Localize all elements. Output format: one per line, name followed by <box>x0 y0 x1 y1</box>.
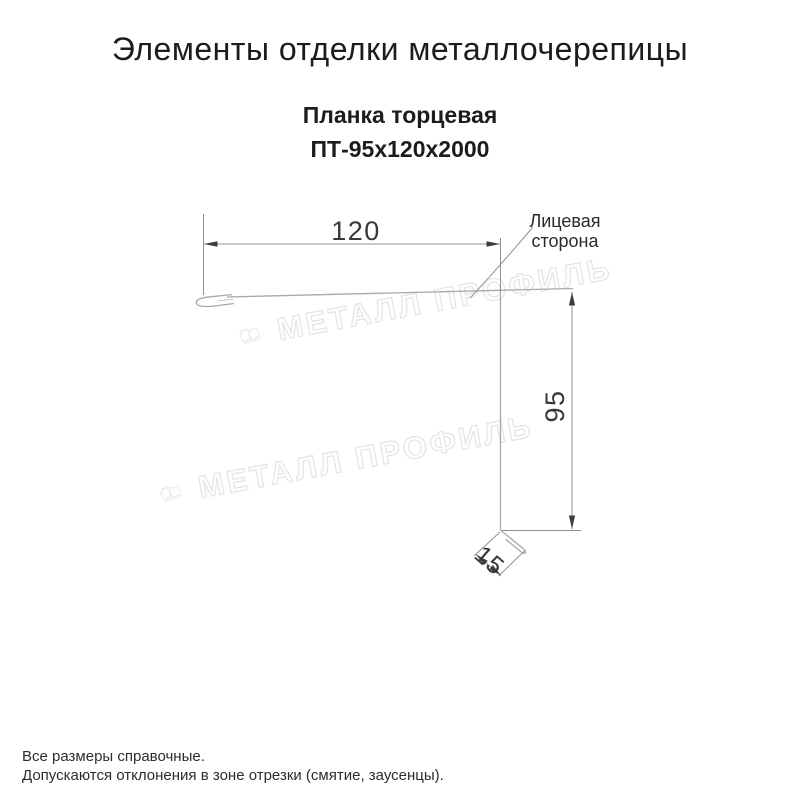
watermark-brand-text: МЕТАЛЛ ПРОФИЛЬ <box>195 408 536 506</box>
footer-notes <box>22 747 444 785</box>
page-title: Элементы отделки металлочерепицы <box>111 31 689 67</box>
watermark-brand-text: МЕТАЛЛ ПРОФИЛЬ <box>274 250 615 348</box>
plank-bottom-tip-hook <box>501 531 526 554</box>
plank-profile-outline <box>196 289 573 554</box>
product-name: Планка торцевая <box>302 102 498 128</box>
footer-note-1: Все размеры справочные. <box>22 748 205 765</box>
dimension-value-15: 15 <box>468 540 510 582</box>
arrow-95-top-icon <box>569 292 575 306</box>
dimension-arrowheads <box>204 241 575 575</box>
hem-inner-edge-line <box>217 299 233 301</box>
arrow-95-bottom-icon <box>569 516 575 530</box>
face-side-label <box>522 211 608 251</box>
arrow-120-right-icon <box>487 241 501 246</box>
face-side-label-line2: сторона <box>531 231 599 251</box>
product-code: ПТ-95х120х2000 <box>310 136 490 162</box>
plank-top-flange-line <box>227 289 573 298</box>
dimension-lines <box>204 214 582 576</box>
face-side-label-line1: Лицевая <box>529 211 601 231</box>
dimension-value-120: 120 <box>331 216 381 246</box>
dimension-value-95: 95 <box>540 389 570 423</box>
footer-note-2: Допускаются отклонения в зоне отрезки (смятие, заусенцы). <box>22 767 444 784</box>
arrow-120-left-icon <box>204 241 218 246</box>
